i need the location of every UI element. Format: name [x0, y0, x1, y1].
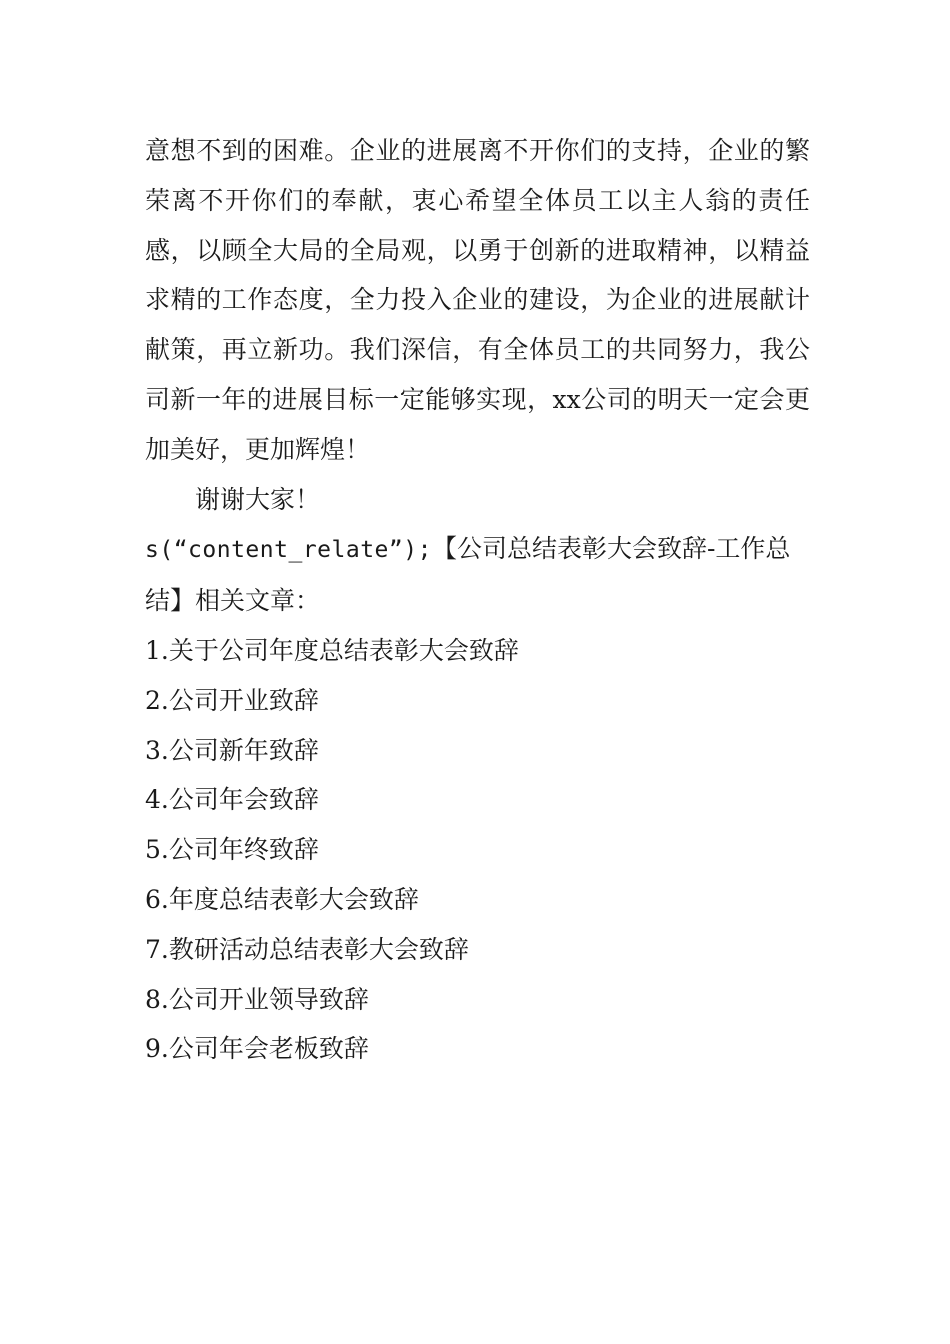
- closing-paragraph: 意想不到的困难。企业的进展离不开你们的支持，企业的繁荣离不开你们的奉献，衷心希望全体员工以主人翁的责任感，以顾全大局的全局观，以勇于创新的进取精神，以精益求精的工作态度，全力投入企业的建设，为企业的进展献计献策，再立新功。我们深信，有全体员工的共同努力，我公司新一年的进展目标一定能够实现，xx公司的明天一定会更加美好，更加辉煌！: [145, 136, 810, 464]
- related-article-link[interactable]: 5.公司年终致辞: [145, 835, 319, 865]
- document-body: [145, 126, 810, 1074]
- related-article-link[interactable]: 4.公司年会致辞: [145, 785, 319, 815]
- related-article-link[interactable]: 6.年度总结表彰大会致辞: [145, 884, 419, 914]
- related-article-link[interactable]: 9.公司年会老板致辞: [145, 1034, 369, 1064]
- related-article-link[interactable]: 2.公司开业致辞: [145, 685, 319, 715]
- related-articles-list: [145, 626, 810, 1074]
- related-articles-heading-block: [145, 524, 810, 626]
- script-snippet: s(“content_relate”);: [145, 537, 432, 564]
- related-article-link[interactable]: 1.关于公司年度总结表彰大会致辞: [145, 635, 519, 665]
- related-articles-heading: 【公司总结表彰大会致辞-工作总结】相关文章：: [145, 534, 791, 616]
- thanks-line: 谢谢大家！: [195, 484, 321, 514]
- related-article-link[interactable]: 7.教研活动总结表彰大会致辞: [145, 934, 469, 964]
- related-article-link[interactable]: 3.公司新年致辞: [145, 735, 319, 765]
- related-article-link[interactable]: 8.公司开业领导致辞: [145, 984, 369, 1014]
